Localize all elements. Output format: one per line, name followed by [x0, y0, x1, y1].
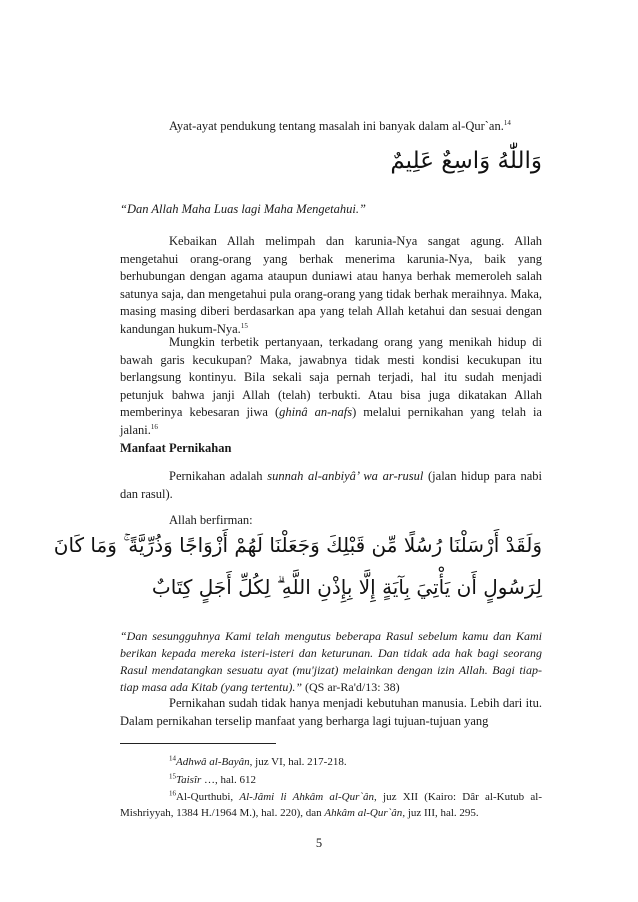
sunnah-text-a: Pernikahan adalah: [169, 469, 268, 483]
footnote-14-rest: , juz VI, hal. 217-218.: [249, 756, 347, 768]
footnote-14-title: Adhwâ al-Bayân: [176, 756, 250, 768]
arabic-verse-2-line-2: لِرَسُولٍ أَن يَأْتِيَ بِآيَةٍ إِلَّا بِإِذْنِ اللَّهِ ۗ لِكُلِّ أَجَلٍ كِتَابٌ: [151, 575, 542, 599]
paragraph-berfirman: Allah berfirman:: [169, 513, 253, 527]
translation-2-italic: “Dan sesungguhnya Kami telah mengutus beberapa Rasul sebelum kamu dan Kami berikan kepada mereka isteri-isteri dan keturunan. Dan tidak ada hak bagi seorang Rasul mendatangkan sesuatu ayat (mu'jizat) melainkan dengan izin Allah. Bagi tiap-tiap masa ada Kitab (yang tertentu).”: [120, 629, 542, 694]
footnote-16-title-1: Al-Jâmi li Ahkâm al-Qur`ân: [239, 791, 375, 803]
section-heading: Manfaat Pernikahan: [120, 441, 232, 455]
arabic-verse-2-line-1: وَلَقَدْ أَرْسَلْنَا رُسُلًا مِّن قَبْلِكَ وَجَعَلْنَا لَهُمْ أَزْوَاجًا وَذُرِّيَّةً ۚ وَمَا كَانَ: [53, 533, 542, 557]
footnote-15: [120, 772, 591, 788]
paragraph-kebaikan: [120, 233, 542, 338]
footnote-16: [120, 789, 542, 821]
pertanyaan-text-b: ) melalui pernikahan yang telah ia jalani.: [120, 405, 542, 437]
arabic-verse-1: وَاللّٰهُ وَاسِعٌ عَلِيمٌ: [390, 148, 542, 174]
footnote-16-end: , juz III, hal. 295.: [402, 807, 479, 819]
pertanyaan-text-a: Mungkin terbetik pertanyaan, terkadang orang yang menikah hidup di bawah garis kecukupan? Maka, jawabnya tidak mesti kondisi kecukupan itu berlangsung kontinyu. Bila sekali saja pernah terjadi, hal itu sudah menjadi petunjuk bahwa janji Allah (telah) terbukti. Atau bisa juga dikatakan Allah memberinya kebesaran jiwa (: [120, 335, 542, 419]
footnote-15-title: Taisîr: [176, 774, 202, 786]
footnote-ref-14: 14: [503, 118, 511, 127]
verse-reference: (QS ar-Ra'd/13: 38): [302, 680, 400, 694]
translation-1: “Dan Allah Maha Luas lagi Maha Mengetahui.”: [120, 202, 366, 216]
pertanyaan-italic: ghinâ an-nafs: [279, 405, 353, 419]
sunnah-text-b: (jalan hidup para nabi dan rasul).: [120, 469, 542, 501]
footnote-15-rest: …, hal. 612: [201, 774, 256, 786]
page-number: 5: [315, 836, 323, 850]
intro-text: Ayat-ayat pendukung tentang masalah ini banyak dalam al-Qur`an.: [169, 119, 504, 133]
paragraph-intro: [120, 118, 542, 136]
footnote-divider: [120, 743, 276, 744]
paragraph-sunnah: [120, 468, 542, 503]
paragraph-kebutuhan: Pernikahan sudah tidak hanya menjadi kebutuhan manusia. Lebih dari itu. Dalam pernikahan terselip manfaat yang berharga lagi tujuan-tujuan yang: [120, 696, 542, 728]
footnote-15-number: 15: [169, 772, 176, 781]
translation-2: [120, 628, 542, 696]
paragraph-pertanyaan: [120, 334, 542, 439]
footnote-16-author: Al-Qurthubi,: [176, 791, 240, 803]
footnote-14: [120, 754, 591, 770]
footnote-16-title-2: Ahkâm al-Qur`ân: [324, 807, 403, 819]
kebaikan-text: Kebaikan Allah melimpah dan karunia-Nya sangat agung. Allah mengetahui orang-orang yang berhak menerima karunia-Nya, baik yang berhubungan dengan agama ataupun duniawi atau hanya berhak memeroleh salah satunya saja, dan mengetahui pula orang-orang yang tidak berhak meraihnya. Maka, masing masing diberi berdasarkan apa yang telah Allah ketahui dan sesuai dengan kandungan hukum-Nya.: [120, 234, 542, 336]
footnote-16-mid: , juz XII (Kairo: Dâr al-Kutub al-Mishriyyah, 1384 H./1964 M.), hal. 220), dan: [120, 791, 542, 819]
footnote-ref-15: 15: [240, 321, 248, 330]
sunnah-italic: sunnah al-anbiyâ’ wa ar-rusul: [267, 469, 424, 483]
footnote-14-number: 14: [169, 754, 176, 763]
footnote-16-number: 16: [169, 789, 176, 798]
footnote-ref-16: 16: [150, 422, 158, 431]
